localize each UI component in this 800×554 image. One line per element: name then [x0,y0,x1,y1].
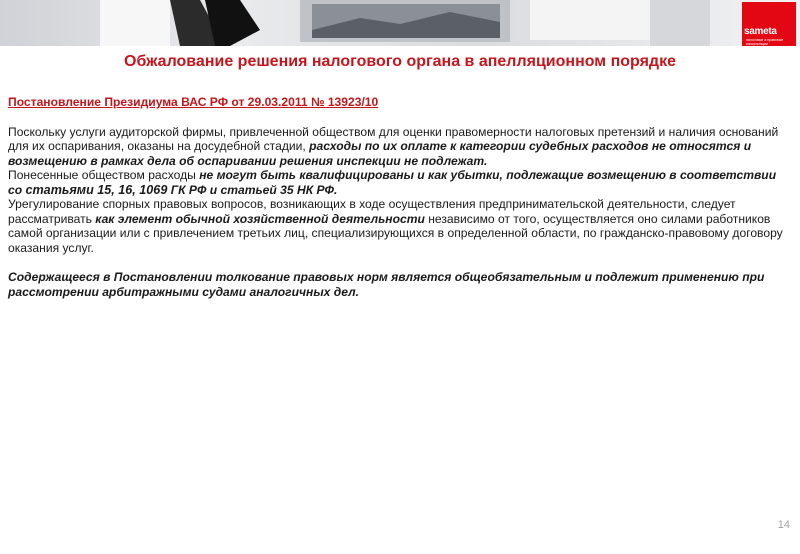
slide-content [8,95,792,299]
nk-text: НК РФ. [293,182,338,197]
paragraph-3-text-end: независимо от того, осуществляется оно силами работников самой организации или с привлечением третьих лиц, специализирующихся в определенной области, по гражданско-правовому договору оказания услуг. [8,211,783,255]
header-photo-banner [0,0,800,46]
nk-article-reference: 35 [280,182,294,197]
resolution-reference: Постановление Президиума ВАС РФ от 29.03.2011 № 13923/10 [8,95,379,109]
page-number: 14 [777,519,790,531]
paragraph-3 [8,197,792,255]
paragraph-4-conclusion: Содержащееся в Постановлении толкование правовых норм является общеобязательным и подлежит применению при рассмотрении арбитражными судами аналогичных дел. [8,270,765,299]
logo-tagline: налоговые и правовые консультации [746,38,784,46]
header-photo-image [0,0,800,46]
paragraph-1-emphasis: расходы по их оплате к категории судебных расходов не относятся и возмещению в рамках дела об оспаривании решения инспекции не подлежат. [8,139,752,168]
paragraph-2 [8,168,792,197]
paragraph-1-text: Поскольку услуги аудиторской фирмы, привлеченной обществом для оценки правомерности налоговых претензий и наличия оснований для их оспаривания, оказаны на досудебной стадии, [8,124,779,153]
slide-title: Обжалование решения налогового органа в апелляционном порядке [124,53,676,70]
paragraph-2-text: Понесенные обществом расходы [8,168,200,182]
logo-name: sameta [744,26,777,37]
gk-and-article-text: ГК РФ и статьей [167,182,281,197]
paragraph-2-emphasis: не могут быть квалифицированы и как убытки, подлежащие возмещению в соответствии со [8,168,777,197]
paragraph-3-emphasis: как элемент обычной хозяйственной деятельности [95,211,425,226]
paragraph-3-text: Урегулирование спорных правовых вопросов, возникающих в ходе осуществления предпринимательской деятельности, следует рассматривать [8,197,736,226]
paragraph-1 [8,125,792,169]
sameta-logo [742,2,796,46]
gk-articles-reference: статьями 15, 16, 1069 [25,182,168,197]
